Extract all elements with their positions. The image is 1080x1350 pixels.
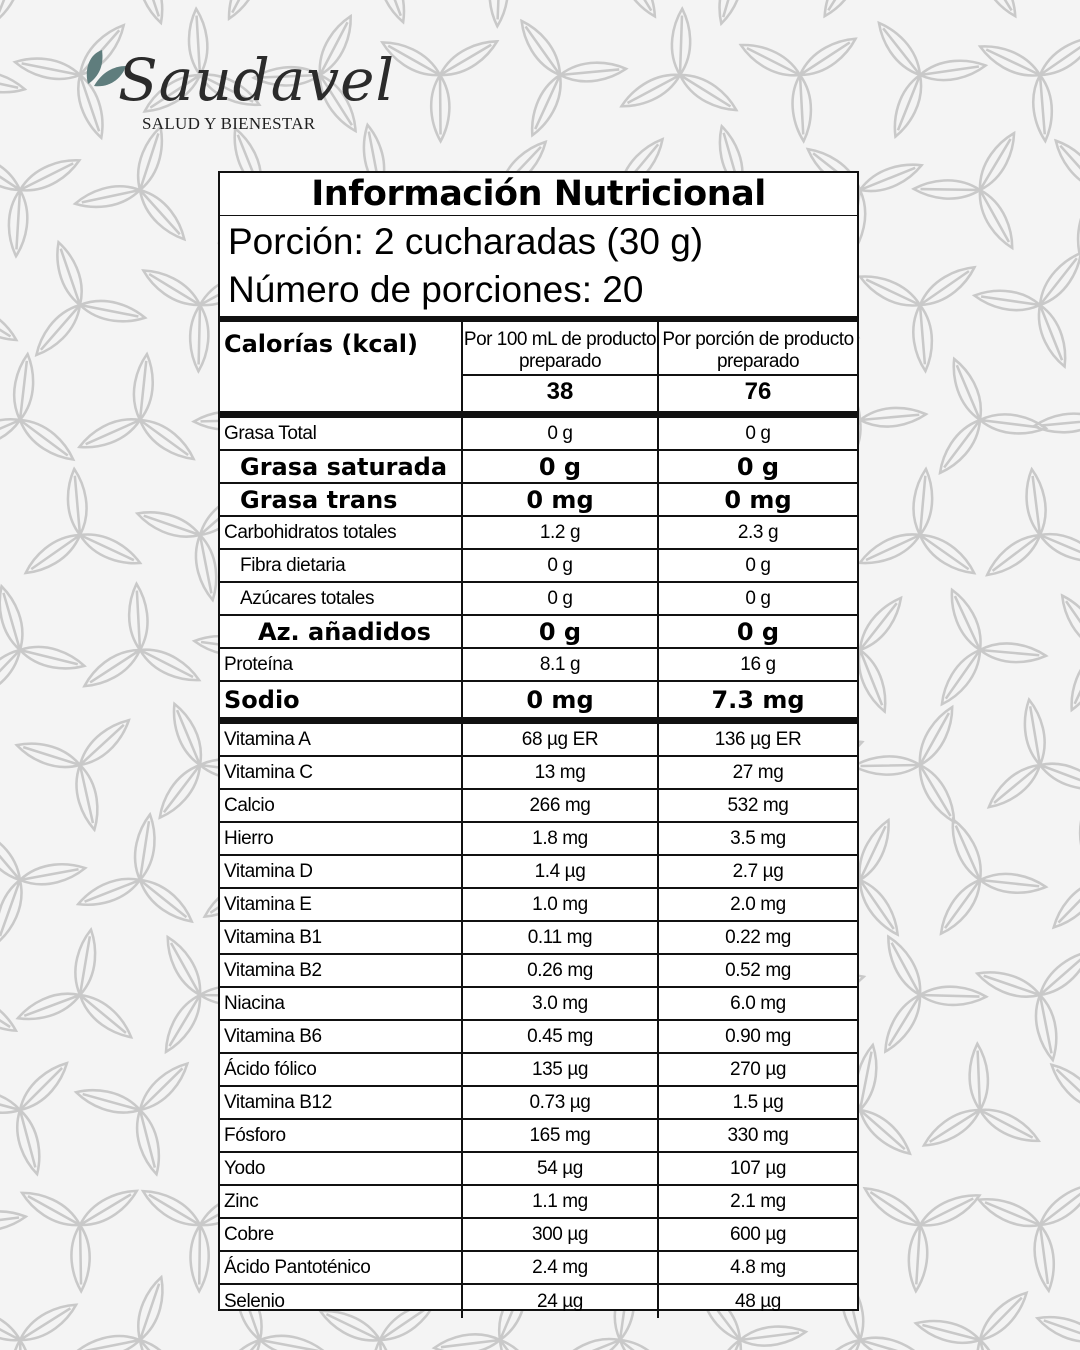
leaf-outline bbox=[131, 353, 156, 421]
nutrient-row bbox=[220, 988, 857, 1021]
nutrient-name: Fibra dietaria bbox=[220, 550, 463, 581]
calories-label: Calorías (kcal) bbox=[220, 322, 463, 411]
leaf-outline bbox=[131, 1274, 170, 1343]
leaf-outline bbox=[11, 1108, 46, 1177]
value-per-portion: 0.90 mg bbox=[725, 1025, 791, 1047]
leaf-outline bbox=[1047, 874, 1080, 934]
servings-count: Número de porciones: 20 bbox=[228, 269, 644, 310]
leaf-outline bbox=[878, 990, 928, 1056]
nutrient-name: Vitamina E bbox=[220, 889, 463, 920]
value-per-portion: 0 g bbox=[745, 554, 771, 576]
leaf-outline bbox=[71, 763, 103, 832]
leaf-outline bbox=[1033, 247, 1080, 310]
nutrient-name: Fósforo bbox=[220, 1120, 463, 1151]
leaf-outline bbox=[887, 72, 928, 140]
leaf-outline bbox=[30, 299, 87, 361]
nutrient-row bbox=[220, 1087, 857, 1120]
leaf-outline bbox=[975, 1191, 1043, 1233]
leaf-outline bbox=[0, 0, 28, 25]
leaf-outline bbox=[872, 17, 927, 80]
leaf-outline bbox=[914, 180, 981, 199]
leaf-outline bbox=[514, 16, 567, 81]
leaf-outline bbox=[1020, 698, 1049, 766]
value-per-portion: 7.3 mg bbox=[711, 685, 805, 714]
nutrient-name: Vitamina B2 bbox=[220, 955, 463, 986]
leaf-outline bbox=[127, 583, 149, 650]
leaf-outline bbox=[0, 584, 29, 653]
leaf-outline bbox=[1073, 814, 1080, 883]
value-per-100ml: 0 g bbox=[463, 418, 659, 449]
value-per-100ml: 300 µg bbox=[463, 1219, 659, 1250]
leaf-outline bbox=[258, 1331, 327, 1350]
leaf-outline bbox=[880, 932, 928, 999]
value-per-portion: 0.52 mg bbox=[725, 959, 791, 981]
leaf-outline bbox=[15, 413, 79, 467]
leaf-outline bbox=[20, 528, 85, 581]
leaf-outline bbox=[856, 527, 924, 571]
leaf-outline bbox=[907, 1224, 929, 1291]
leaf-outline bbox=[976, 38, 1044, 83]
leaf-outline bbox=[912, 760, 962, 826]
leaf-outline bbox=[912, 703, 960, 770]
leaf-outline bbox=[1033, 411, 1080, 435]
value-per-100ml: 0 mg bbox=[463, 484, 659, 515]
leaf-outline bbox=[915, 260, 980, 313]
value-per-portion: 1.5 µg bbox=[732, 1091, 784, 1113]
nutrient-row bbox=[220, 616, 857, 649]
leaf-outline bbox=[18, 859, 86, 889]
leaf-outline bbox=[1031, 74, 1054, 142]
leaf-outline bbox=[853, 592, 908, 655]
leaf-outline bbox=[488, 0, 509, 27]
leaf-outline bbox=[79, 642, 145, 693]
divider bbox=[220, 411, 857, 418]
leaf-outline bbox=[911, 304, 935, 372]
leaf-outline bbox=[911, 468, 935, 536]
leaf-outline bbox=[973, 287, 1041, 314]
leaf-outline bbox=[71, 1225, 90, 1292]
leaf-outline bbox=[18, 641, 87, 675]
leaf-outline bbox=[857, 157, 925, 199]
leaf-outline bbox=[1076, 1108, 1080, 1177]
value-per-100ml: 0.45 mg bbox=[463, 1021, 659, 1052]
leaf-outline bbox=[982, 528, 1046, 583]
leaf-outline bbox=[0, 987, 21, 1038]
leaf-outline bbox=[920, 986, 987, 1006]
leaf-outline bbox=[75, 872, 143, 913]
nutrient-name: Ácido fólico bbox=[220, 1054, 463, 1085]
value-per-100ml: 68 µg ER bbox=[463, 724, 659, 755]
leaf-outline bbox=[76, 527, 144, 572]
leaf-outline bbox=[134, 505, 203, 544]
leaf-outline bbox=[1037, 756, 1080, 796]
nutrient-name: Selenio bbox=[220, 1285, 463, 1318]
nutrient-name: Vitamina D bbox=[220, 856, 463, 887]
nutrient-row bbox=[220, 484, 857, 517]
leaf-outline bbox=[983, 758, 1046, 814]
nutrient-name: Proteína bbox=[220, 649, 463, 680]
nutrient-name: Azúcares totales bbox=[220, 583, 463, 614]
leaf-outline bbox=[972, 0, 1023, 21]
leaf-outline bbox=[919, 56, 987, 84]
value-per-100ml: 8.1 g bbox=[463, 649, 659, 680]
leaf-outline bbox=[371, 0, 411, 25]
leaf-outline bbox=[133, 184, 191, 245]
leaf-outline bbox=[74, 713, 135, 771]
leaf-outline bbox=[1031, 1224, 1058, 1292]
leaf-outline bbox=[65, 468, 89, 536]
leaf-outline bbox=[74, 1083, 143, 1118]
leaf-outline bbox=[0, 877, 29, 946]
value-per-100ml: 3.0 mg bbox=[463, 988, 659, 1019]
leaf-outline bbox=[934, 645, 987, 710]
value-per-portion: 2.3 g bbox=[737, 521, 779, 543]
nutrient-row bbox=[220, 1219, 857, 1252]
leaf-outline bbox=[166, 700, 208, 768]
nutrient-row bbox=[220, 550, 857, 583]
leaf-outline bbox=[675, 67, 741, 117]
leaf-outline bbox=[791, 75, 813, 142]
nutrient-name: Calcio bbox=[220, 790, 463, 821]
value-per-portion: 270 µg bbox=[729, 1058, 787, 1080]
macronutrient-rows bbox=[220, 418, 857, 717]
nutrient-name: Vitamina A bbox=[220, 724, 463, 755]
leaf-outline bbox=[945, 816, 989, 884]
leaf-outline bbox=[0, 146, 25, 198]
leaf-outline bbox=[14, 736, 83, 773]
leaf-outline bbox=[1034, 945, 1080, 1002]
leaf-outline bbox=[0, 297, 21, 347]
value-per-portion: 107 µg bbox=[729, 1157, 787, 1179]
brand-tagline: SALUD Y BIENESTAR bbox=[142, 114, 316, 133]
nutrient-row bbox=[220, 757, 857, 790]
leaf-outline bbox=[1055, 590, 1080, 655]
leaf-outline bbox=[1034, 1177, 1080, 1232]
leaf-outline bbox=[853, 875, 906, 940]
leaf-outline bbox=[160, 933, 208, 1000]
nutrient-row bbox=[220, 1252, 857, 1285]
nutrient-name: Grasa trans bbox=[220, 484, 463, 515]
leaf-outline bbox=[16, 152, 83, 198]
value-per-portion: 136 µg ER bbox=[714, 728, 802, 750]
leaf-outline bbox=[860, 1181, 925, 1233]
leaf-outline bbox=[946, 355, 989, 423]
value-per-100ml: 0 g bbox=[463, 451, 659, 482]
nutrient-row bbox=[220, 856, 857, 889]
leaf-outline bbox=[972, 128, 1022, 194]
value-per-100ml: 0.11 mg bbox=[463, 922, 659, 953]
calories-header-row bbox=[220, 322, 857, 411]
leaf-outline bbox=[135, 413, 199, 467]
leaf-outline bbox=[919, 1102, 985, 1153]
leaf-outline bbox=[131, 0, 169, 26]
leaf-outline bbox=[854, 756, 921, 775]
value-per-portion: 2.0 mg bbox=[730, 893, 786, 915]
value-per-portion: 0.22 mg bbox=[725, 926, 791, 948]
nutrient-row bbox=[220, 1153, 857, 1186]
leaf-outline bbox=[916, 1187, 983, 1233]
column-header-100ml: Por 100 mL de producto preparado bbox=[463, 322, 657, 376]
leaf-outline bbox=[857, 1331, 926, 1350]
value-per-portion: 6.0 mg bbox=[730, 992, 786, 1014]
leaf-outline bbox=[190, 1225, 209, 1292]
leaf-outline bbox=[75, 1183, 141, 1233]
brand-logo bbox=[82, 46, 396, 146]
leaf-outline bbox=[131, 813, 159, 881]
value-per-portion: 532 mg bbox=[727, 794, 789, 816]
leaf-outline bbox=[559, 60, 627, 84]
nutrition-label bbox=[218, 171, 859, 1311]
value-per-portion: 2.1 mg bbox=[730, 1190, 786, 1212]
leaf-outline bbox=[612, 0, 662, 21]
leaf-outline bbox=[737, 37, 804, 83]
value-per-100ml: 13 mg bbox=[463, 757, 659, 788]
leaf-outline bbox=[1036, 527, 1080, 570]
nutrient-row bbox=[220, 1054, 857, 1087]
leaf-outline bbox=[73, 181, 142, 213]
leaf-outline bbox=[1032, 302, 1074, 370]
leaf-outline bbox=[0, 760, 3, 826]
value-per-portion: 48 µg bbox=[735, 1290, 781, 1312]
nutrient-row bbox=[220, 418, 857, 451]
value-per-100ml: 1.0 mg bbox=[463, 889, 659, 920]
leaf-outline bbox=[972, 186, 1020, 253]
leaf-outline bbox=[15, 986, 83, 1026]
leaf-outline bbox=[968, 1043, 989, 1110]
leaf-outline bbox=[854, 1103, 916, 1160]
leaf-outline bbox=[136, 642, 203, 688]
leaf-outline bbox=[0, 1208, 27, 1234]
leaf-outline bbox=[856, 268, 924, 313]
leaf-outline bbox=[73, 1331, 142, 1350]
value-per-portion: 16 g bbox=[740, 653, 776, 675]
value-per-100ml: 266 mg bbox=[463, 790, 659, 821]
nutrient-row bbox=[220, 1186, 857, 1219]
value-per-100ml: 24 µg bbox=[463, 1285, 659, 1318]
leaf-outline bbox=[671, 8, 691, 75]
nutrient-name: Vitamina B1 bbox=[220, 922, 463, 953]
leaf-outline bbox=[974, 1286, 1034, 1346]
leaf-outline bbox=[13, 53, 82, 84]
leaf-outline bbox=[139, 263, 205, 313]
value-per-100ml: 165 mg bbox=[463, 1120, 659, 1151]
nutrient-row bbox=[220, 955, 857, 988]
value-per-100ml: 0 mg bbox=[463, 682, 659, 717]
nutrient-row bbox=[220, 724, 857, 757]
leaf-outline bbox=[431, 75, 450, 141]
leaf-outline bbox=[76, 412, 144, 456]
leaf-outline bbox=[859, 405, 927, 429]
leaf-outline bbox=[617, 67, 684, 114]
nutrient-name: Zinc bbox=[220, 1186, 463, 1217]
nutrient-row bbox=[220, 583, 857, 616]
column-header-portion: Por porción de producto preparado bbox=[659, 322, 857, 376]
value-per-100ml: 1.4 µg bbox=[463, 856, 659, 887]
value-per-100ml: 2.4 mg bbox=[463, 1252, 659, 1283]
leaf-outline bbox=[934, 875, 988, 939]
leaf-outline bbox=[50, 239, 89, 308]
leaf-outline bbox=[1035, 30, 1080, 83]
leaf-outline bbox=[817, 0, 868, 21]
nutrient-name: Grasa saturada bbox=[220, 451, 463, 482]
leaf-outline bbox=[435, 33, 501, 82]
leaf-outline bbox=[979, 871, 1047, 896]
nutrient-name: Sodio bbox=[220, 682, 463, 717]
leaf-outline bbox=[944, 586, 988, 654]
leaf-outline bbox=[739, 1323, 807, 1349]
nutrient-row bbox=[220, 889, 857, 922]
leaf-outline bbox=[14, 1057, 74, 1117]
leaf-outline bbox=[979, 641, 1047, 665]
value-per-portion: 27 mg bbox=[732, 761, 784, 783]
value-per-100ml: 1.2 g bbox=[463, 517, 659, 548]
value-per-100ml: 0.73 µg bbox=[463, 1087, 659, 1118]
nutrient-row bbox=[220, 517, 857, 550]
leaf-outline bbox=[524, 71, 568, 139]
nutrient-name: Hierro bbox=[220, 823, 463, 854]
column-100ml bbox=[463, 322, 659, 411]
leaf-outline bbox=[221, 0, 268, 23]
nutrient-row bbox=[220, 1285, 857, 1318]
leaf-outline bbox=[71, 928, 100, 996]
nutrient-row bbox=[220, 451, 857, 484]
leaf-outline bbox=[78, 296, 147, 327]
value-per-100ml: 54 µg bbox=[463, 1153, 659, 1184]
nutrient-name: Vitamina B6 bbox=[220, 1021, 463, 1052]
leaf-outline bbox=[11, 353, 37, 421]
value-per-100ml: 135 µg bbox=[463, 1054, 659, 1085]
calories-value-100ml: 38 bbox=[546, 378, 574, 405]
leaf-outline bbox=[1034, 1310, 1080, 1349]
nutrient-name: Ácido Pantoténico bbox=[220, 1252, 463, 1283]
leaf-outline bbox=[555, 1332, 623, 1350]
brand-name: Saudavel bbox=[118, 46, 396, 114]
value-per-portion: 0 g bbox=[745, 587, 771, 609]
value-per-portion: 3.5 mg bbox=[730, 827, 786, 849]
value-per-100ml: 0.26 mg bbox=[463, 955, 659, 986]
leaf-outline bbox=[134, 1057, 194, 1116]
value-per-portion: 330 mg bbox=[727, 1124, 789, 1146]
value-per-portion: 4.8 mg bbox=[730, 1256, 786, 1278]
nutrient-row bbox=[220, 682, 857, 717]
value-per-portion: 0 mg bbox=[724, 485, 792, 514]
leaf-outline bbox=[15, 1297, 81, 1348]
value-per-portion: 0 g bbox=[745, 422, 771, 444]
serving-size: Porción: 2 cucharadas (30 g) bbox=[228, 221, 704, 262]
column-portion bbox=[659, 322, 857, 411]
value-per-100ml: 0 g bbox=[463, 616, 659, 647]
value-per-portion: 0 g bbox=[736, 452, 780, 481]
leaf-outline bbox=[976, 1102, 1043, 1149]
leaf-outline bbox=[131, 1108, 165, 1177]
nutrient-row bbox=[220, 1021, 857, 1054]
leaf-outline bbox=[153, 759, 208, 823]
leaf-outline bbox=[1045, 1058, 1080, 1117]
leaf-outline bbox=[158, 990, 208, 1056]
nutrient-row bbox=[220, 790, 857, 823]
nutrient-row bbox=[220, 922, 857, 955]
calories-value-portion: 76 bbox=[744, 378, 772, 405]
leaf-outline bbox=[74, 988, 137, 1044]
divider bbox=[220, 717, 857, 724]
nutrient-name: Vitamina B12 bbox=[220, 1087, 463, 1118]
leaf-outline bbox=[433, 1331, 501, 1350]
leaf-outline bbox=[134, 873, 197, 929]
leaf-outline bbox=[915, 528, 980, 581]
value-per-100ml: 1.8 mg bbox=[463, 823, 659, 854]
nutrient-name: Az. añadidos bbox=[220, 616, 463, 647]
nutrient-name: Grasa Total bbox=[220, 418, 463, 449]
leaf-outline bbox=[0, 66, 27, 98]
nutrient-name: Vitamina C bbox=[220, 757, 463, 788]
leaf-outline bbox=[1031, 993, 1062, 1062]
nutrient-row bbox=[220, 823, 857, 856]
value-per-portion: 0 g bbox=[736, 617, 780, 646]
leaf-outline bbox=[18, 1185, 85, 1233]
nutrient-name: Cobre bbox=[220, 1219, 463, 1250]
leaf-outline bbox=[7, 189, 29, 256]
leaf-outline bbox=[189, 305, 209, 372]
leaf-outline bbox=[914, 1314, 983, 1348]
value-per-portion: 600 µg bbox=[729, 1223, 787, 1245]
value-per-100ml: 0 g bbox=[463, 550, 659, 581]
nutrient-row bbox=[220, 649, 857, 682]
leaf-outline bbox=[933, 415, 987, 479]
leaf-outline bbox=[1071, 187, 1080, 256]
leaf-outline bbox=[795, 31, 860, 82]
leaf-outline bbox=[1049, 135, 1080, 197]
nutrient-name: Niacina bbox=[220, 988, 463, 1019]
value-per-portion: 2.7 µg bbox=[732, 860, 784, 882]
leaf-outline bbox=[138, 1183, 204, 1233]
micronutrient-rows bbox=[220, 724, 857, 1318]
nutrient-name: Yodo bbox=[220, 1153, 463, 1184]
nutrient-name: Carbohidratos totales bbox=[220, 517, 463, 548]
leaf-outline bbox=[713, 0, 749, 26]
leaf-outline bbox=[0, 475, 4, 540]
nutrient-row bbox=[220, 1120, 857, 1153]
leaf-outline bbox=[1064, 646, 1080, 714]
value-per-100ml: 0 g bbox=[463, 583, 659, 614]
value-per-100ml: 1.1 mg bbox=[463, 1186, 659, 1217]
label-title: Información Nutricional bbox=[220, 173, 857, 216]
leaf-outline bbox=[1023, 468, 1049, 536]
